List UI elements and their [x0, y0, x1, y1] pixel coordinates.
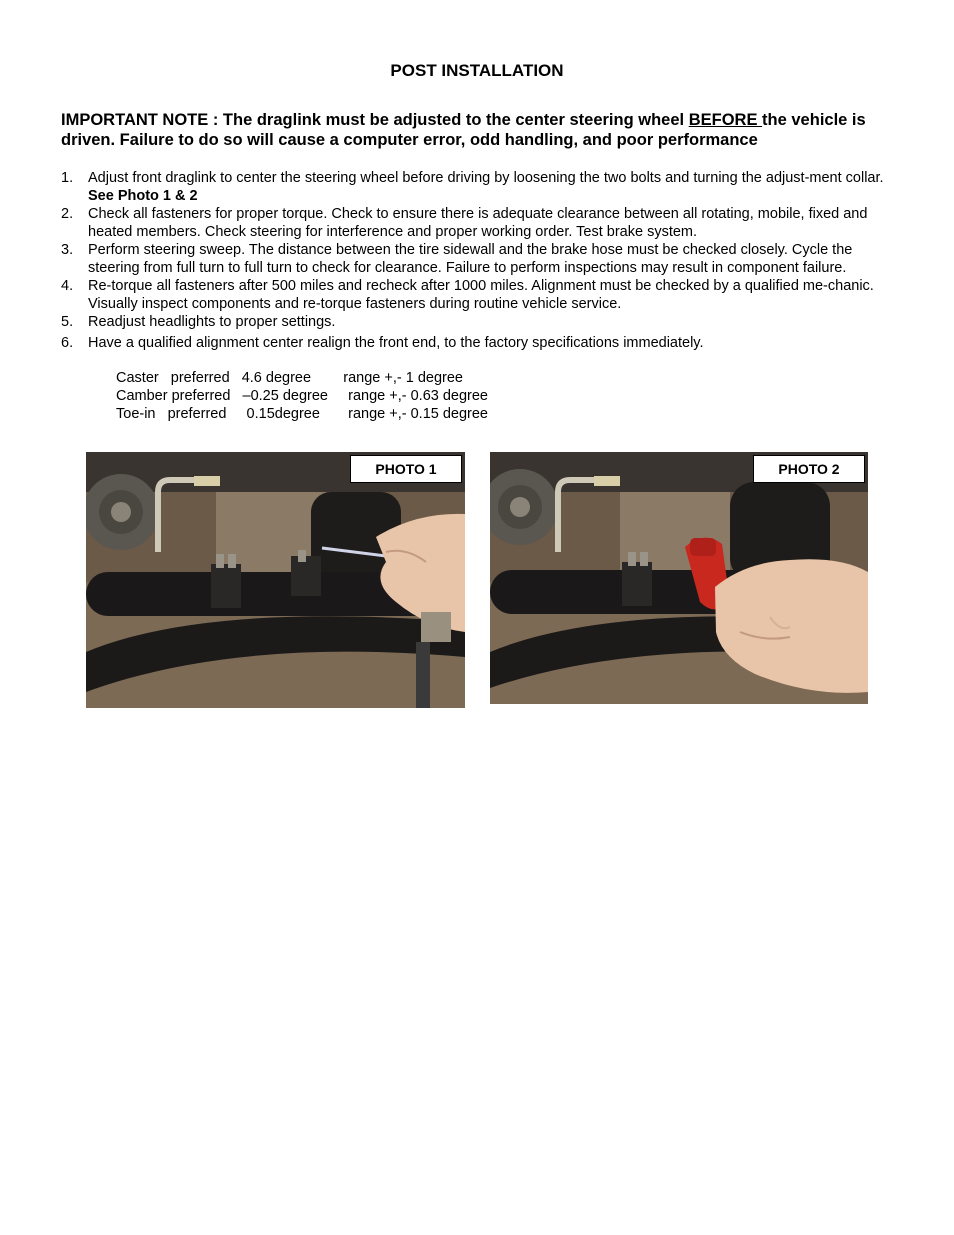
spec-toe-in: Toe-in preferred 0.15degree range +,- 0.15 degree [116, 406, 488, 422]
step-bold: See Photo 1 & 2 [88, 188, 198, 204]
list-item [61, 169, 891, 205]
list-item [61, 334, 891, 352]
step-text: Adjust front draglink to center the steering wheel before driving by loosening the two bolts and turning the adjust-ment collar. [88, 170, 884, 186]
photo-2 [490, 452, 868, 704]
list-item [61, 205, 891, 241]
step-number: 1. [61, 170, 74, 186]
step-number: 3. [61, 242, 74, 258]
photo-2-label: PHOTO 2 [753, 455, 865, 483]
note-suffix: the vehicle is driven. Failure to do so will cause a computer error, odd handling, and poor performance [61, 111, 866, 149]
step-text: Check all fasteners for proper torque. Check to ensure there is adequate clearance between all rotating, mobile, fixed and heated members. Check steering for interference and proper working order. Test brake system. [88, 206, 868, 240]
instruction-list [61, 169, 891, 352]
step-text: Readjust headlights to proper settings. [88, 314, 336, 330]
step-text: Have a qualified alignment center realign the front end, to the factory specifications immediately. [88, 335, 704, 351]
spec-camber: Camber preferred –0.25 degree range +,- 0.63 degree [116, 388, 488, 404]
list-item [61, 277, 891, 313]
spec-caster: Caster preferred 4.6 degree range +,- 1 degree [116, 370, 463, 386]
alignment-specs [116, 369, 488, 423]
step-number: 6. [61, 335, 74, 351]
important-note [61, 110, 901, 150]
photo-1-image [86, 452, 465, 708]
photo-1-label: PHOTO 1 [350, 455, 462, 483]
step-number: 5. [61, 314, 74, 330]
note-emphasis: BEFORE [688, 111, 763, 129]
list-item [61, 241, 891, 277]
step-number: 2. [61, 206, 74, 222]
note-prefix: IMPORTANT NOTE : The draglink must be adjusted to the center steering wheel [61, 111, 689, 129]
page-title: POST INSTALLATION [390, 61, 564, 80]
step-text: Re-torque all fasteners after 500 miles and recheck after 1000 miles. Alignment must be checked by a qualified me-chanic. Visually inspect components and re-torque fasteners during routine vehicle service. [88, 278, 874, 312]
step-text: Perform steering sweep. The distance between the tire sidewall and the brake hose must be checked closely. Cycle the steering from full turn to full turn to check for clearance. Failure to perform inspections may result in component failure. [88, 242, 853, 276]
photo-1 [86, 452, 465, 708]
list-item [61, 313, 891, 331]
photo-2-image [490, 452, 868, 704]
step-number: 4. [61, 278, 74, 294]
